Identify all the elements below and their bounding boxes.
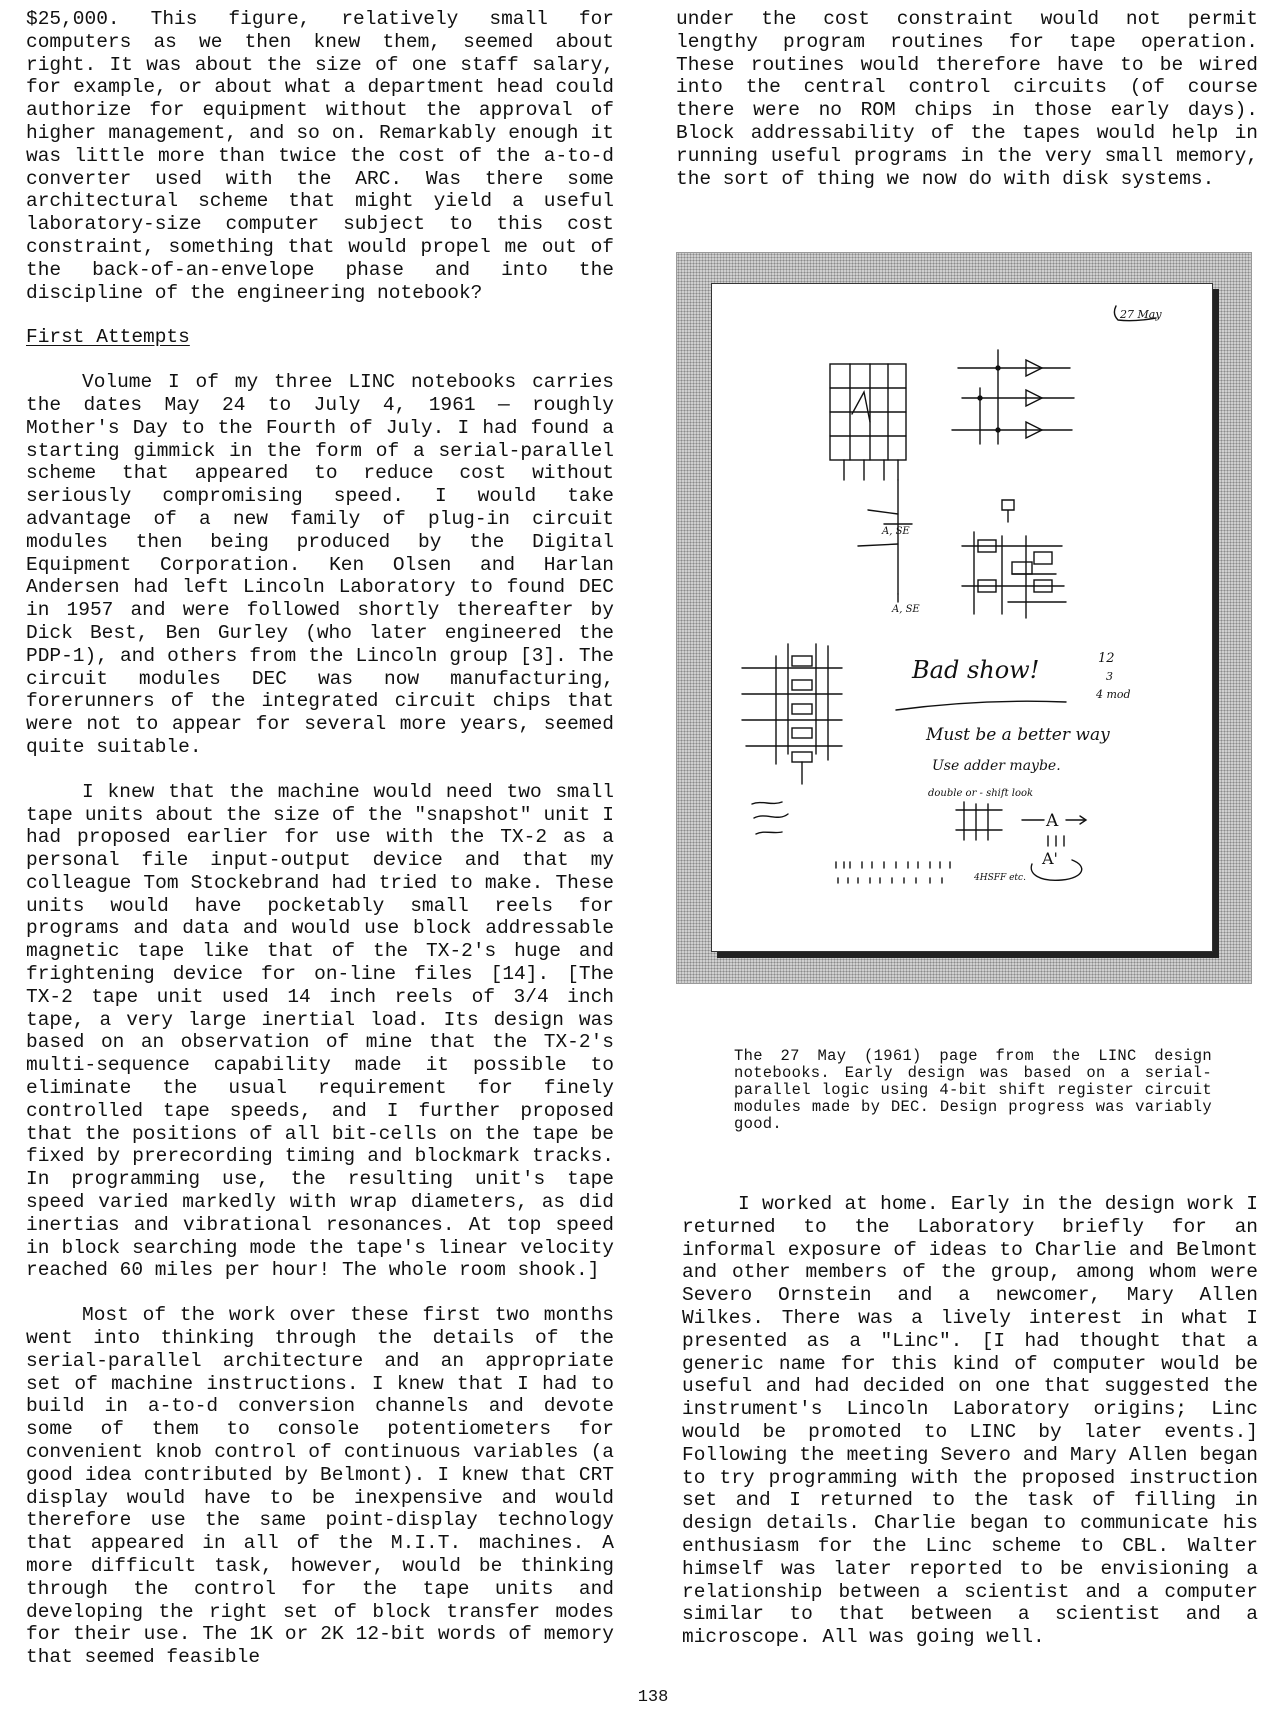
latch-icon bbox=[1002, 500, 1014, 522]
left-paragraph-2: Volume I of my three LINC notebooks carries the dates May 24 to July 4, 1961 — roughly Mother's Day to the Fourth of July. I had found a starting gimmick in the form of a serial-parallel scheme that appeared to reduce cost without seriously compromising speed. I would take advantage of a new family of plug-in circuit modules then being produced by the Digital Equipment Corporation. Ken Olsen and Harlan Andersen had left Lincoln Laboratory to found DEC in 1957 and were followed shortly thereafter by Dick Best, Ben Gurley (who later engineered the PDP-1), and others from the Lincoln group [3]. The circuit modules DEC was now manufacturing, forerunners of the integrated circuit chips that were not to appear for several more years, seemed quite suitable. bbox=[26, 371, 614, 758]
right-paragraph-1: under the cost constraint would not permit lengthy program routines for tape operation. These routines would therefore have to be wired into the central control circuits (of course there were no ROM chips in those early days). Block addressability of the tapes would help in running useful programs in the very small memory, the sort of thing we now do with disk systems. bbox=[676, 8, 1258, 190]
right-column-bottom bbox=[682, 1193, 1258, 1649]
notebook-sketch bbox=[712, 284, 1212, 951]
tick-marks-row-2 bbox=[838, 878, 942, 883]
tick-marks-row-1 bbox=[836, 862, 950, 868]
left-paragraph-1: $25,000. This figure, relatively small for computers as we then knew them, seemed about right. It was about the size of one staff salary, for example, or about what a department head could authorize for equipment without the approval of higher management, and so on. Remarkably enough it was little more than twice the cost of the a-to-d converter used with the ARC. Was there some architectural scheme that might yield a useful laboratory-size computer subject to this cost constraint, something that would propel me out of the back-of-an-envelope phase and into the discipline of the engineering notebook? bbox=[26, 8, 614, 304]
note-bad-show: Bad show! bbox=[912, 656, 1040, 684]
notebook-page-image bbox=[711, 283, 1213, 952]
figure-caption: The 27 May (1961) page from the LINC design notebooks. Early design was based on a serial-parallel logic using 4-bit shift register circuit modules made by DEC. Design progress was variably good. bbox=[734, 1046, 1212, 1134]
left-column bbox=[26, 8, 614, 1669]
right-column-top bbox=[676, 8, 1258, 190]
flipflop-cluster-sketch bbox=[962, 532, 1066, 618]
margin-number-top: 12 bbox=[1098, 651, 1115, 666]
label-ae: A, SE bbox=[882, 526, 910, 537]
grid-sketch bbox=[830, 364, 920, 615]
bit-diagram-sketch bbox=[956, 802, 1086, 880]
handwritten-date: 27 May bbox=[1120, 308, 1162, 321]
section-heading-first-attempts: First Attempts bbox=[26, 326, 190, 349]
margin-number-bottom: 4 mod bbox=[1096, 688, 1131, 701]
note-adder: Use adder maybe. bbox=[932, 758, 1061, 774]
notebook-figure bbox=[676, 252, 1252, 984]
note-double-shift: double or - shift look bbox=[928, 788, 1034, 799]
left-paragraph-4: Most of the work over these first two months went into thinking through the details of the serial-parallel architecture and an appropriate set of machine instructions. I knew that I had to build in a-to-d conversion channels and devote some of them to console potentiometers for convenient knob control of continuous variables (a good idea contributed by Belmont). I knew that CRT display would have to be inexpensive and would therefore use the same point-display technology that appeared in all of the M.I.T. machines. A more difficult task, however, would be thinking through the control for the tape units and developing the right set of block transfer modes for their use. The 1K or 2K 12-bit words of memory that seemed feasible bbox=[26, 1304, 614, 1669]
page-number: 138 bbox=[637, 1688, 669, 1707]
right-paragraph-2: I worked at home. Early in the design work I returned to the Laboratory briefly for an informal exposure of ideas to Charlie and Belmont and other members of the group, among whom were Severo Ornstein and a newcomer, Mary Allen Wilkes. There was a lively interest in what I presented as a "Linc". [I had thought that a generic name for this kind of computer would be useful and had decided on one that suggested the instrument's Lincoln Laboratory origins; Linc would be promoted to LINC by later events.] Following the meeting Severo and Mary Allen began to try programming with the proposed instruction set and I returned to the task of filling in design details. Charlie began to communicate his enthusiasm for the Linc scheme to CBL. Walter himself was later reported to be envisioning a relationship between a scientist and a computer similar to that between a scientist and a microscope. All was going well. bbox=[682, 1193, 1258, 1649]
shift-register-sketch bbox=[742, 644, 842, 834]
margin-number-mid: 3 bbox=[1106, 670, 1113, 683]
left-paragraph-3: I knew that the machine would need two small tape units about the size of the "snapshot" unit I had proposed earlier for use with the TX-2 as a personal file input-output device and that my colleague Tom Stockebrand had tried to make. These units would have pocketably small reels for programs and data and would use block addressable magnetic tape like that of the TX-2's huge and frightening device for on-line files [14]. [The TX-2 tape unit used 14 inch reels of 3/4 inch tape, a very large inertial load. Its design was based on an observation of mine that the TX-2's multi-sequence capability made it possible to eliminate the usual requirement for finely controlled tape speeds, and I further proposed that the positions of all bit-cells on the tape be fixed by prerecording timing and blockmark tracks. In programming use, the resulting unit's tape speed varied markedly with wrap diameters, as did inertias and vibrational resonances. At top speed in block searching mode the tape's linear velocity reached 60 miles per hour! The whole room shook.] bbox=[26, 780, 614, 1282]
label-ase: A, SE bbox=[892, 604, 920, 615]
label-a-prime: A' bbox=[1042, 849, 1058, 868]
label-flipflop: 4HSFF etc. bbox=[974, 873, 1026, 883]
label-a: A bbox=[1046, 811, 1059, 831]
buffer-row-sketch bbox=[952, 350, 1074, 444]
note-better-way: Must be a better way bbox=[926, 725, 1110, 745]
